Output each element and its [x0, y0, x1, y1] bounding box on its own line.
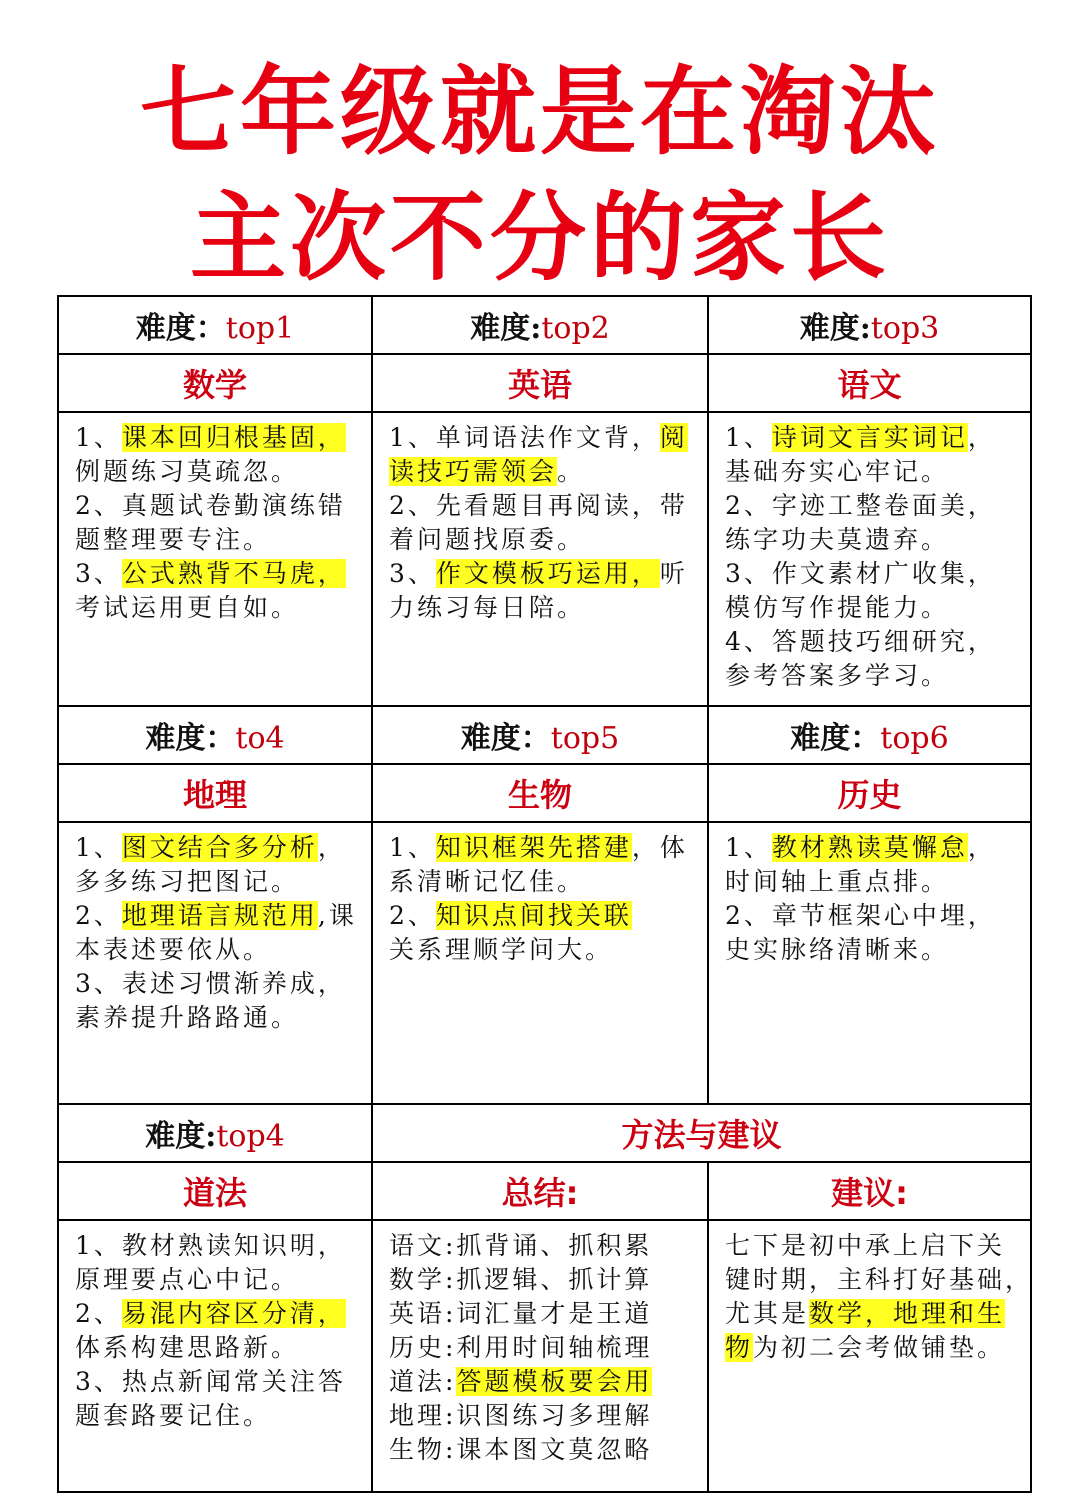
content-line: [725, 421, 1018, 455]
study-guide-table: [57, 295, 1032, 1493]
content-line: [389, 865, 695, 899]
line-text: 模仿写作提能力。: [725, 593, 950, 622]
line-text: 体系构建思路新。: [75, 1333, 300, 1362]
content-line: [725, 1297, 1018, 1331]
highlighted-text: 课本回归根基固，: [121, 423, 346, 452]
difficulty-label: 难度:: [470, 311, 542, 346]
content-line: [75, 899, 359, 933]
line-text: 3、热点新闻常关注答: [75, 1367, 346, 1396]
content-line: [75, 455, 359, 489]
page-title-line1: 七年级就是在淘汰: [140, 56, 940, 168]
line-text: 地理:识图练习多理解: [389, 1401, 653, 1430]
difficulty-value: top3: [870, 311, 940, 346]
difficulty-value: to4: [235, 721, 285, 756]
content-cell-r2b: [372, 822, 708, 1104]
difficulty-cell-r3a: [58, 1104, 372, 1162]
content-line: [725, 1331, 1018, 1365]
line-text: 2、: [389, 901, 436, 930]
line-text: 1、: [75, 423, 122, 452]
content-line: [725, 489, 1018, 523]
content-line: [389, 489, 695, 523]
line-text: 多多练习把图记。: [75, 867, 300, 896]
highlighted-text: 教材熟读莫懈怠: [771, 833, 968, 862]
content-line: [389, 1399, 695, 1433]
content-line: [389, 1229, 695, 1263]
content-line: [75, 1399, 359, 1433]
page-title-line2: 主次不分的家长: [190, 182, 890, 294]
content-line: [75, 421, 359, 455]
highlighted-text: 易混内容区分清，: [121, 1299, 346, 1328]
highlighted-text: 读技巧需领会: [389, 457, 558, 486]
content-line: [389, 831, 695, 865]
line-text: 1、单词语法作文背，: [389, 423, 660, 452]
content-line: [725, 865, 1018, 899]
difficulty-value: top6: [880, 721, 949, 756]
line-text: ，体: [631, 833, 688, 862]
line-text: 原理要点心中记。: [75, 1265, 300, 1294]
subject-r2c: 历史: [708, 764, 1031, 822]
line-text: 七下是初中承上启下关: [725, 1231, 1006, 1260]
subject-r1a: 数学: [58, 354, 372, 412]
highlighted-text: 公式熟背不马虎，: [121, 559, 346, 588]
content-cell-r1b: [372, 412, 708, 706]
content-line: [75, 489, 359, 523]
content-line: [75, 1001, 359, 1035]
line-text: 本表述要依从。: [75, 935, 272, 964]
difficulty-value: top2: [541, 311, 610, 346]
content-line: [389, 455, 695, 489]
difficulty-cell-r2c: [708, 706, 1031, 764]
content-line: [75, 1297, 359, 1331]
line-text: 基础夯实心牢记。: [725, 457, 950, 486]
content-line: [725, 557, 1018, 591]
line-text: 练字功夫莫遗弃。: [725, 525, 950, 554]
content-cell-advice: [708, 1220, 1034, 1492]
subject-r3a: 道法: [58, 1162, 372, 1220]
line-text: 道法:: [389, 1367, 457, 1396]
highlighted-text: 知识点间找关联: [435, 901, 632, 930]
subject-r1b: 英语: [372, 354, 708, 412]
content-line: [389, 1331, 695, 1365]
content-line: [725, 1229, 1018, 1263]
content-line: [389, 1433, 695, 1467]
content-line: [725, 933, 1018, 967]
summary-heading: 总结:: [372, 1162, 708, 1220]
line-text: 2、先看题目再阅读，带: [389, 491, 688, 520]
line-text: 语文:抓背诵、抓积累: [389, 1231, 653, 1260]
content-line: [75, 865, 359, 899]
line-text: 。: [557, 457, 586, 486]
content-line: [725, 455, 1018, 489]
content-line: [725, 659, 1018, 693]
content-line: [725, 831, 1018, 865]
highlighted-text: 地理语言规范用: [121, 901, 318, 930]
line-text: ，: [967, 423, 996, 452]
difficulty-label: 难度:: [145, 1119, 217, 1154]
highlighted-text: 答题模板要会用: [456, 1367, 653, 1396]
line-text: 1、: [389, 833, 436, 862]
line-text: ，: [317, 833, 346, 862]
subject-r1c: 语文: [708, 354, 1031, 412]
advice-heading: 建议:: [708, 1162, 1031, 1220]
content-line: [75, 933, 359, 967]
line-text: 考试运用更自如。: [75, 593, 300, 622]
content-line: [725, 899, 1018, 933]
content-line: [389, 523, 695, 557]
line-text: 为初二会考做铺垫。: [753, 1333, 1006, 1362]
line-text: 2、章节框架心中埋，: [725, 901, 996, 930]
content-line: [389, 557, 695, 591]
difficulty-label: 难度：: [145, 721, 236, 756]
method-title: 方法与建议: [372, 1104, 1031, 1162]
line-text: 2、: [75, 1299, 122, 1328]
difficulty-label: 难度：: [790, 721, 881, 756]
difficulty-label: 难度:: [799, 311, 871, 346]
line-text: 2、真题试卷勤演练错: [75, 491, 346, 520]
subject-r2b: 生物: [372, 764, 708, 822]
difficulty-label: 难度：: [460, 721, 551, 756]
difficulty-cell-r2a: [58, 706, 372, 764]
line-text: 关系理顺学问大。: [389, 935, 614, 964]
subject-r2a: 地理: [58, 764, 372, 822]
highlighted-text: 知识框架先搭建: [435, 833, 632, 862]
difficulty-cell-r1c: [708, 296, 1031, 354]
line-text: ,课: [317, 901, 357, 930]
difficulty-value: top5: [550, 721, 620, 756]
line-text: 力练习每日陪。: [389, 593, 586, 622]
content-cell-r2c: [708, 822, 1031, 1104]
line-text: 数学:抓逻辑、抓计算: [389, 1265, 653, 1294]
line-text: 史实脉络清晰来。: [725, 935, 950, 964]
line-text: 1、: [725, 833, 772, 862]
content-line: [389, 899, 695, 933]
content-line: [389, 591, 695, 625]
line-text: 1、教材熟读知识明，: [75, 1231, 346, 1260]
line-text: 着问题找原委。: [389, 525, 586, 554]
line-text: 2、字迹工整卷面美，: [725, 491, 996, 520]
line-text: 题套路要记住。: [75, 1401, 272, 1430]
difficulty-cell-r1a: [58, 296, 372, 354]
content-line: [75, 1365, 359, 1399]
content-line: [75, 967, 359, 1001]
content-line: [75, 591, 359, 625]
line-text: 英语:词汇量才是王道: [389, 1299, 653, 1328]
content-line: [389, 1365, 695, 1399]
content-line: [75, 523, 359, 557]
content-line: [75, 1331, 359, 1365]
content-line: [725, 625, 1018, 659]
content-line: [389, 421, 695, 455]
difficulty-cell-r2b: [372, 706, 708, 764]
line-text: 尤其是: [725, 1299, 810, 1328]
line-text: 听: [659, 559, 688, 588]
highlighted-text: 作文模板巧运用，: [435, 559, 660, 588]
line-text: 历史:利用时间轴梳理: [389, 1333, 653, 1362]
line-text: 参考答案多学习。: [725, 661, 950, 690]
line-text: 1、: [725, 423, 772, 452]
line-text: 系清晰记忆佳。: [389, 867, 586, 896]
content-line: [389, 1263, 695, 1297]
content-cell-r2a: [58, 822, 372, 1104]
content-line: [75, 557, 359, 591]
content-line: [389, 933, 695, 967]
line-text: 时间轴上重点排。: [725, 867, 950, 896]
content-line: [389, 1297, 695, 1331]
difficulty-cell-r1b: [372, 296, 708, 354]
line-text: 题整理要专注。: [75, 525, 272, 554]
line-text: 例题练习莫疏忽。: [75, 457, 300, 486]
line-text: 4、答题技巧细研究，: [725, 627, 996, 656]
highlighted-text: 图文结合多分析: [121, 833, 318, 862]
content-cell-summary: [372, 1220, 708, 1492]
line-text: 3、表述习惯渐养成，: [75, 969, 346, 998]
line-text: 3、作文素材广收集，: [725, 559, 996, 588]
highlighted-text: 诗词文言实词记: [771, 423, 968, 452]
line-text: 2、: [75, 901, 122, 930]
content-line: [75, 1229, 359, 1263]
difficulty-label: 难度：: [135, 311, 226, 346]
content-cell-r3a: [58, 1220, 372, 1492]
highlighted-text: 物: [725, 1333, 754, 1362]
content-cell-r1c: [708, 412, 1031, 706]
line-text: 3、: [389, 559, 436, 588]
content-line: [75, 1263, 359, 1297]
line-text: 素养提升路路通。: [75, 1003, 300, 1032]
content-line: [725, 1263, 1034, 1297]
difficulty-value: top1: [225, 311, 295, 346]
line-text: 键时期，主科打好基础，: [725, 1265, 1034, 1294]
highlighted-text: 数学，地理和生: [809, 1299, 1006, 1328]
line-text: 3、: [75, 559, 122, 588]
difficulty-value: top4: [216, 1119, 285, 1154]
highlighted-text: 阅: [659, 423, 688, 452]
content-line: [75, 831, 359, 865]
line-text: ，: [967, 833, 996, 862]
content-cell-r1a: [58, 412, 372, 706]
content-line: [725, 523, 1018, 557]
content-line: [725, 591, 1018, 625]
line-text: 生物:课本图文莫忽略: [389, 1435, 653, 1464]
line-text: 1、: [75, 833, 122, 862]
